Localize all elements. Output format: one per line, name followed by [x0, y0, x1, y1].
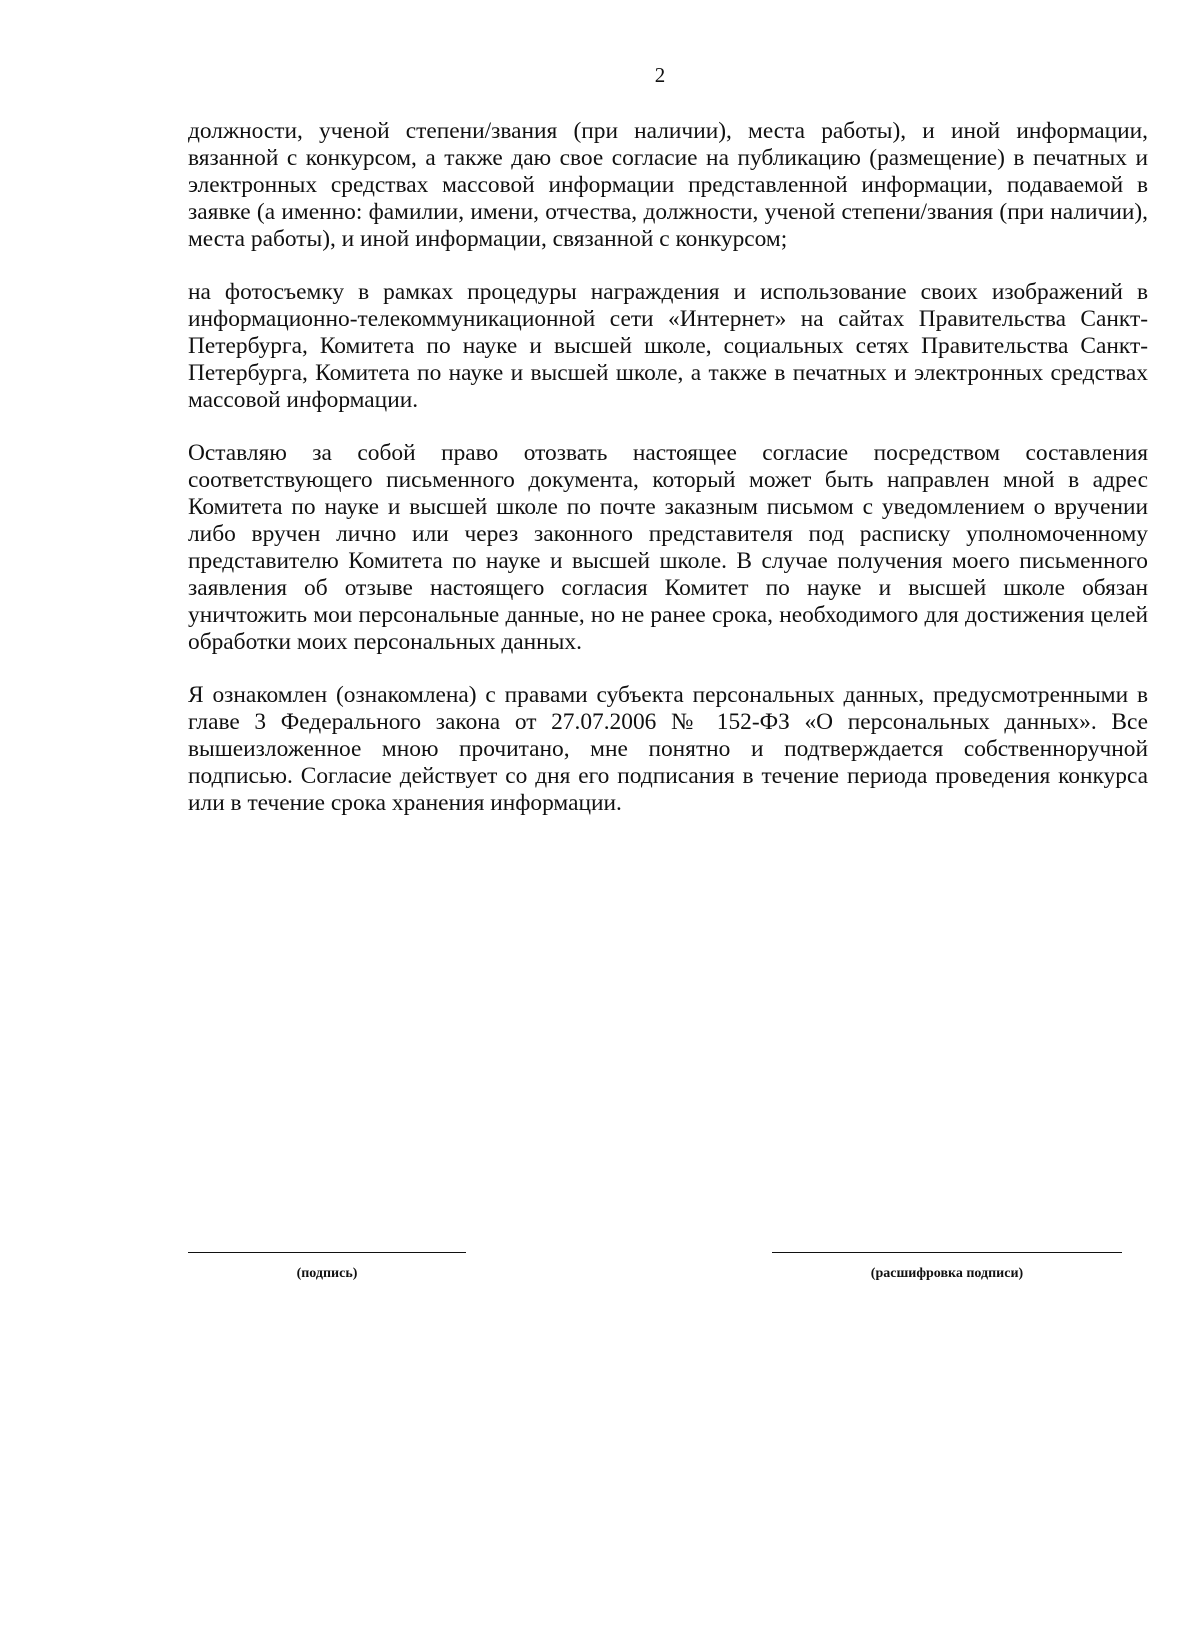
signature-line — [188, 1252, 466, 1253]
paragraph-withdrawal-right: Оставляю за собой право отозвать настоящее согласие посредством составления соответствующего письменного документа, который может быть направлен мной в адрес Комитета по науке и высшей школе по почте заказным письмом с уведомлением о вручении либо вручен лично или через законного представителя под расписку уполномоченному представителю Комитета по науке и высшей школе. В случае получения моего письменного заявления об отзыве настоящего согласия Комитет по науке и высшей школе обязан уничтожить мои персональные данные, но не ранее срока, необходимого для достижения целей обработки моих персональных данных. — [188, 440, 1148, 655]
document-body — [188, 118, 1148, 843]
paragraph-publication-consent: должности, ученой степени/звания (при наличии), места работы), и иной информации, вязанной с конкурсом, а также даю свое согласие на публикацию (размещение) в печатных и электронных средствах массовой информации представленной информации, подаваемой в заявке (а именно: фамилии, имени, отчества, должности, ученой степени/звания (при наличии), места работы), и иной информации, связанной с конкурсом; — [188, 118, 1148, 252]
page-number: 2 — [654, 63, 666, 87]
signature-decoding-caption: (расшифровка подписи) — [870, 1266, 1024, 1281]
signature-caption: (подпись) — [296, 1266, 358, 1281]
paragraph-acknowledgement: Я ознакомлен (ознакомлена) с правами субъекта персональных данных, предусмотренными в главе 3 Федерального закона от 27.07.2006 № 152-ФЗ «О персональных данных». Все вышеизложенное мною прочитано, мне понятно и подтверждается собственноручной подписью. Согласие действует со дня его подписания в течение периода проведения конкурса или в течение срока хранения информации. — [188, 682, 1148, 816]
signature-decoding-line — [772, 1252, 1122, 1253]
paragraph-photo-consent: на фотосъемку в рамках процедуры награждения и использование своих изображений в информационно-телекоммуникационной сети «Интернет» на сайтах Правительства Санкт-Петербурга, Комитета по науке и высшей школе, социальных сетях Правительства Санкт-Петербурга, Комитета по науке и высшей школе, а также в печатных и электронных средствах массовой информации. — [188, 279, 1148, 413]
